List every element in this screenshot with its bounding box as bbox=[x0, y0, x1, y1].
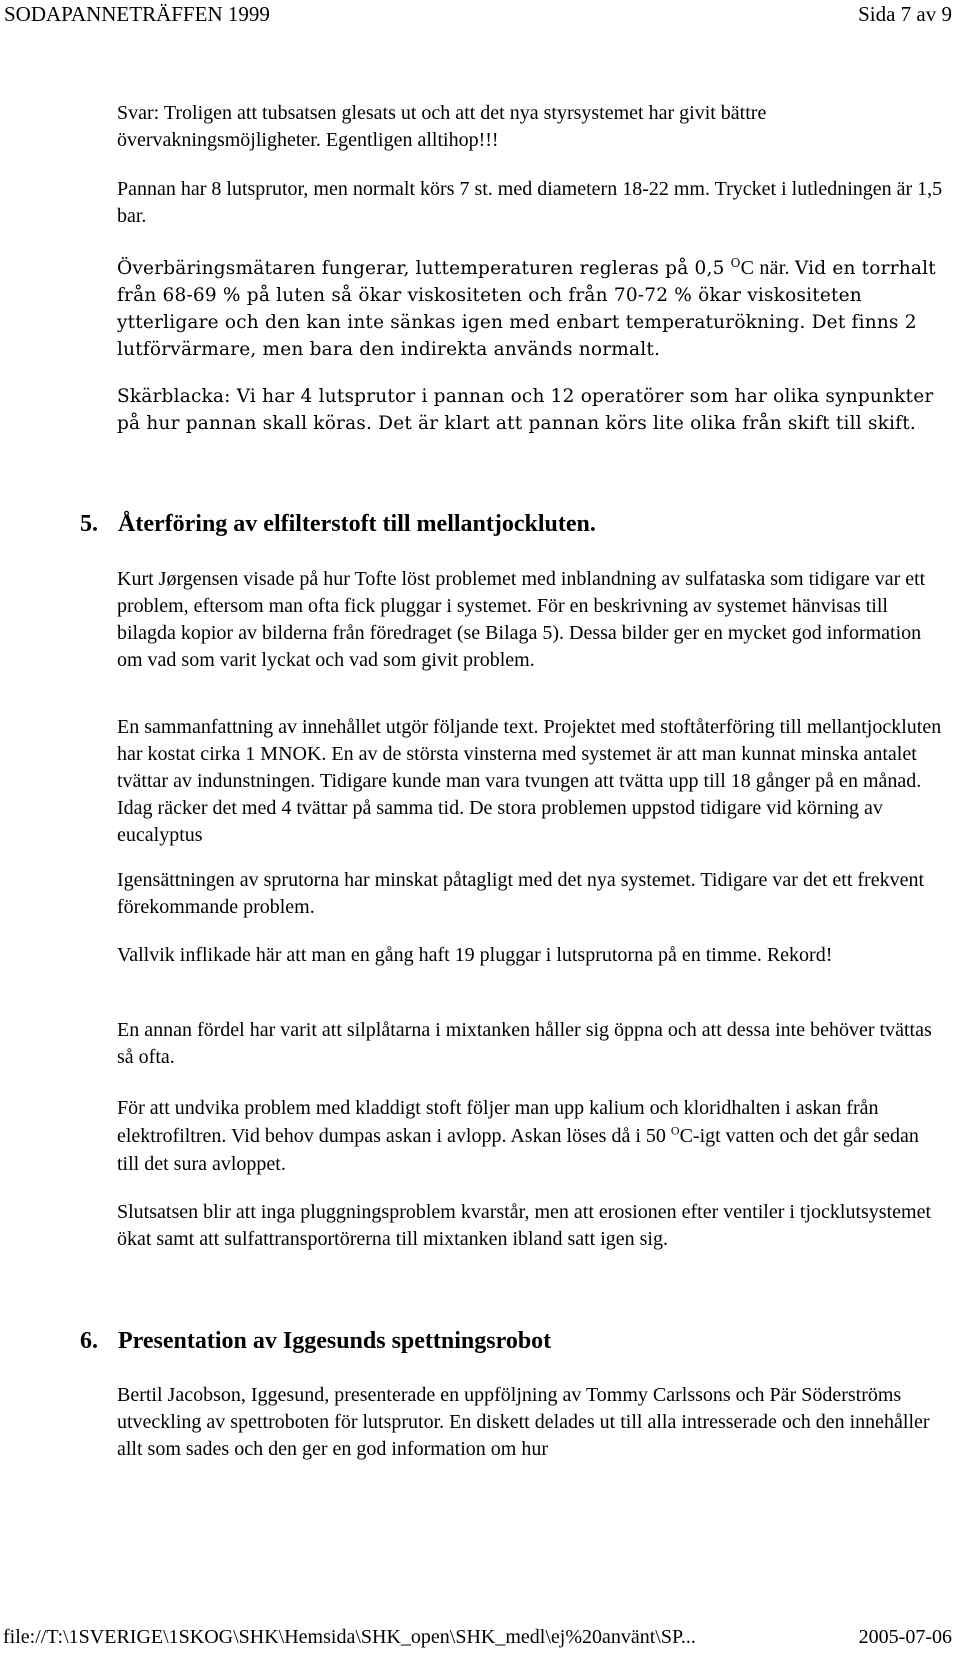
section-title-5: Återföring av elfilterstoft till mellantjockluten. bbox=[118, 511, 596, 537]
paragraph-silplatar: En annan fördel har varit att silplåtarna i mixtanken håller sig öppna och att dessa inte behöver tvättas så ofta. bbox=[117, 1019, 932, 1068]
overbaring-text-b: C när. bbox=[740, 257, 795, 279]
paragraph-kladdigt-stoft bbox=[117, 1094, 945, 1178]
paragraph-slutsats: Slutsatsen blir att inga pluggningsproblem kvarstår, men att erosionen efter ventiler i tjocklutsystemet ökat samt att sulfattransportörerna till mixtanken ibland satt igen sig. bbox=[117, 1201, 932, 1250]
section-number-6: 6. bbox=[80, 1328, 98, 1354]
paragraph-jacobson: Bertil Jacobson, Iggesund, presenterade en uppföljning av Tommy Carlssons och Pär Söderströms utveckling av spettroboten för lutsprutor. En diskett delades ut till alla intresserade och den innehåller allt som sades och den ger en god information om hur bbox=[117, 1384, 930, 1460]
paragraph-answer: Svar: Troligen att tubsatsen glesats ut och att det nya styrsystemet har givit bättre övervakningsmöjligheter. Egentligen alltihop!!! bbox=[117, 102, 767, 151]
section-title-6: Presentation av Iggesunds spettningsrobot bbox=[118, 1328, 552, 1354]
footer-date: 2005-07-06 bbox=[858, 1626, 952, 1648]
paragraph-igensattning: Igensättningen av sprutorna har minskat påtagligt med det nya systemet. Tidigare var det ett frekvent förekommande problem. bbox=[117, 869, 925, 918]
overbaring-text-c: Vid en torrhalt från 68-69 % på luten så ökar viskositeten och från 70-72 % ökar viskositeten ytterligare och den kan inte sänkas igen med enbart temperaturökning. Det finns 2 lutförvärmare, men bara den indirekta används normalt. bbox=[117, 258, 936, 360]
paragraph-jorgensen: Kurt Jørgensen visade på hur Tofte löst problemet med inblandning av sulfataska som tidigare var ett problem, eftersom man ofta fick pluggar i systemet. För en beskrivning av systemet hänvisas till bilagda kopior av bilderna från föredraget (se Bilaga 5). Dessa bilder ger en mycket god information om vad som varit lyckat och vad som givit problem. bbox=[117, 568, 926, 671]
page-header-title: SODAPANNETRÄFFEN 1999 bbox=[4, 2, 270, 26]
stoft-text-a: För att undvika problem med kladdigt stoft följer man upp kalium och kloridhalten i askan från elektrofiltren. Vid behov dumpas askan i avlopp. Askan löses då i 50 bbox=[117, 1097, 879, 1147]
section-number-5: 5. bbox=[80, 511, 98, 537]
paragraph-sammanfattning: En sammanfattning av innehållet utgör följande text. Projektet med stoftåterföring till mellantjockluten har kostat cirka 1 MNOK. En av de största vinsterna med systemet är att man kunnat minska antalet tvättar av indunstningen. Tidigare kunde man vara tvungen att tvätta upp till 18 gånger på en månad. Idag räcker det med 4 tvättar på samma tid. De stora problemen uppstod tidigare vid körning av eucalyptus bbox=[117, 716, 942, 846]
footer-file-path: file://T:\1SVERIGE\1SKOG\SHK\Hemsida\SHK_open\SHK_medl\ej%20använt\SP... bbox=[3, 1626, 696, 1648]
overbaring-text-a: Överbäringsmätaren fungerar, luttemperaturen regleras på 0,5 bbox=[117, 258, 731, 279]
degree-sup-2: O bbox=[670, 1123, 680, 1138]
paragraph-skarblacka: Skärblacka: Vi har 4 lutsprutor i pannan och 12 operatörer som har olika synpunkter på hur pannan skall köras. Det är klart att pannan körs lite olika från skift till skift. bbox=[117, 386, 934, 434]
section-heading-6 bbox=[80, 1328, 551, 1355]
page-number: Sida 7 av 9 bbox=[858, 2, 952, 26]
paragraph-vallvik: Vallvik inflikade här att man en gång haft 19 pluggar i lutsprutorna på en timme. Rekord! bbox=[117, 944, 833, 966]
section-heading-5 bbox=[80, 511, 596, 538]
paragraph-overbaring bbox=[117, 255, 945, 363]
degree-sup: O bbox=[730, 255, 741, 270]
paragraph-lutsprutor: Pannan har 8 lutsprutor, men normalt körs 7 st. med diametern 18-22 mm. Trycket i lutledningen är 1,5 bar. bbox=[117, 178, 943, 227]
stoft-text-b: C-igt vatten och det går sedan till det sura avloppet. bbox=[117, 1125, 919, 1175]
